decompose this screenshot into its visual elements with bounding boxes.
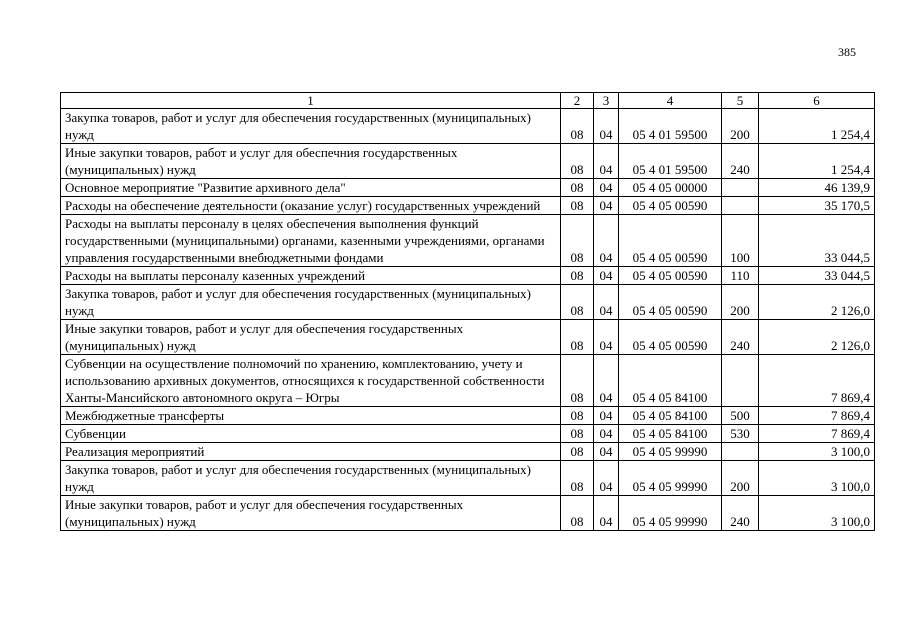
item-name-cell: Иные закупки товаров, работ и услуг для обеспечения государственных (муниципальных) нужд bbox=[61, 496, 561, 531]
item-name-cell: Субвенции bbox=[61, 425, 561, 443]
item-name-cell: Расходы на выплаты персоналу казенных учреждений bbox=[61, 267, 561, 285]
expense-type-cell bbox=[722, 443, 759, 461]
section-code-cell: 08 bbox=[561, 320, 594, 355]
item-name-cell: Расходы на выплаты персоналу в целях обеспечения выполнения функций государственными (муниципальными) органами, казенными учреждениями, органами управления государственными внебюджетными фондами bbox=[61, 215, 561, 267]
header-cell: 3 bbox=[594, 93, 619, 109]
subsection-code-cell: 04 bbox=[594, 144, 619, 179]
item-name-cell: Иные закупки товаров, работ и услуг для обеспечения государственных (муниципальных) нужд bbox=[61, 320, 561, 355]
table-row bbox=[61, 179, 875, 197]
table-row bbox=[61, 407, 875, 425]
item-name-cell: Закупка товаров, работ и услуг для обеспечения государственных (муниципальных) нужд bbox=[61, 109, 561, 144]
amount-cell: 3 100,0 bbox=[759, 461, 875, 496]
subsection-code-cell: 04 bbox=[594, 461, 619, 496]
amount-cell: 7 869,4 bbox=[759, 355, 875, 407]
subsection-code-cell: 04 bbox=[594, 355, 619, 407]
amount-cell: 3 100,0 bbox=[759, 443, 875, 461]
section-code-cell: 08 bbox=[561, 407, 594, 425]
header-cell: 1 bbox=[61, 93, 561, 109]
table-row bbox=[61, 425, 875, 443]
header-cell: 6 bbox=[759, 93, 875, 109]
expense-type-cell bbox=[722, 179, 759, 197]
subsection-code-cell: 04 bbox=[594, 443, 619, 461]
amount-cell: 2 126,0 bbox=[759, 285, 875, 320]
table-row bbox=[61, 215, 875, 267]
table-row bbox=[61, 197, 875, 215]
amount-cell: 46 139,9 bbox=[759, 179, 875, 197]
section-code-cell: 08 bbox=[561, 355, 594, 407]
table-row bbox=[61, 355, 875, 407]
expense-type-cell: 200 bbox=[722, 285, 759, 320]
expense-type-cell: 100 bbox=[722, 215, 759, 267]
section-code-cell: 08 bbox=[561, 425, 594, 443]
page-number: 385 bbox=[838, 45, 856, 59]
expense-type-cell: 110 bbox=[722, 267, 759, 285]
section-code-cell: 08 bbox=[561, 179, 594, 197]
amount-cell: 1 254,4 bbox=[759, 144, 875, 179]
target-article-cell: 05 4 05 00590 bbox=[619, 267, 722, 285]
item-name-cell: Иные закупки товаров, работ и услуг для обеспечния государственных (муниципальных) нужд bbox=[61, 144, 561, 179]
target-article-cell: 05 4 05 99990 bbox=[619, 443, 722, 461]
section-code-cell: 08 bbox=[561, 461, 594, 496]
amount-cell: 3 100,0 bbox=[759, 496, 875, 531]
section-code-cell: 08 bbox=[561, 109, 594, 144]
item-name-cell: Закупка товаров, работ и услуг для обеспечения государственных (муниципальных) нужд bbox=[61, 285, 561, 320]
amount-cell: 1 254,4 bbox=[759, 109, 875, 144]
subsection-code-cell: 04 bbox=[594, 407, 619, 425]
expense-type-cell: 500 bbox=[722, 407, 759, 425]
section-code-cell: 08 bbox=[561, 197, 594, 215]
subsection-code-cell: 04 bbox=[594, 267, 619, 285]
table-row bbox=[61, 320, 875, 355]
target-article-cell: 05 4 05 84100 bbox=[619, 425, 722, 443]
section-code-cell: 08 bbox=[561, 144, 594, 179]
target-article-cell: 05 4 05 00590 bbox=[619, 285, 722, 320]
amount-cell: 2 126,0 bbox=[759, 320, 875, 355]
amount-cell: 33 044,5 bbox=[759, 215, 875, 267]
table-row bbox=[61, 496, 875, 531]
subsection-code-cell: 04 bbox=[594, 285, 619, 320]
target-article-cell: 05 4 05 84100 bbox=[619, 407, 722, 425]
subsection-code-cell: 04 bbox=[594, 215, 619, 267]
item-name-cell: Реализация мероприятий bbox=[61, 443, 561, 461]
table-header-row bbox=[61, 93, 875, 109]
target-article-cell: 05 4 05 00000 bbox=[619, 179, 722, 197]
header-cell: 5 bbox=[722, 93, 759, 109]
header-cell: 4 bbox=[619, 93, 722, 109]
amount-cell: 33 044,5 bbox=[759, 267, 875, 285]
target-article-cell: 05 4 05 99990 bbox=[619, 461, 722, 496]
budget-table bbox=[60, 92, 875, 531]
table-row bbox=[61, 109, 875, 144]
target-article-cell: 05 4 01 59500 bbox=[619, 144, 722, 179]
amount-cell: 7 869,4 bbox=[759, 425, 875, 443]
subsection-code-cell: 04 bbox=[594, 109, 619, 144]
expense-type-cell: 200 bbox=[722, 109, 759, 144]
target-article-cell: 05 4 05 00590 bbox=[619, 215, 722, 267]
subsection-code-cell: 04 bbox=[594, 179, 619, 197]
expense-type-cell: 200 bbox=[722, 461, 759, 496]
target-article-cell: 05 4 05 00590 bbox=[619, 197, 722, 215]
item-name-cell: Субвенции на осуществление полномочий по хранению, комплектованию, учету и использованию архивных документов, относящихся к государственной собственности Ханты-Мансийского автономного округа – Югры bbox=[61, 355, 561, 407]
header-cell: 2 bbox=[561, 93, 594, 109]
subsection-code-cell: 04 bbox=[594, 197, 619, 215]
expense-type-cell bbox=[722, 355, 759, 407]
target-article-cell: 05 4 05 84100 bbox=[619, 355, 722, 407]
table-row bbox=[61, 461, 875, 496]
expense-type-cell bbox=[722, 197, 759, 215]
subsection-code-cell: 04 bbox=[594, 496, 619, 531]
subsection-code-cell: 04 bbox=[594, 425, 619, 443]
expense-type-cell: 240 bbox=[722, 144, 759, 179]
expense-type-cell: 240 bbox=[722, 320, 759, 355]
section-code-cell: 08 bbox=[561, 215, 594, 267]
item-name-cell: Основное мероприятие "Развитие архивного дела" bbox=[61, 179, 561, 197]
target-article-cell: 05 4 05 99990 bbox=[619, 496, 722, 531]
item-name-cell: Межбюджетные трансферты bbox=[61, 407, 561, 425]
table-row bbox=[61, 144, 875, 179]
expense-type-cell: 240 bbox=[722, 496, 759, 531]
amount-cell: 35 170,5 bbox=[759, 197, 875, 215]
section-code-cell: 08 bbox=[561, 285, 594, 320]
target-article-cell: 05 4 01 59500 bbox=[619, 109, 722, 144]
section-code-cell: 08 bbox=[561, 496, 594, 531]
subsection-code-cell: 04 bbox=[594, 320, 619, 355]
item-name-cell: Закупка товаров, работ и услуг для обеспечения государственных (муниципальных) нужд bbox=[61, 461, 561, 496]
table-row bbox=[61, 267, 875, 285]
expense-type-cell: 530 bbox=[722, 425, 759, 443]
table-row bbox=[61, 285, 875, 320]
table-row bbox=[61, 443, 875, 461]
item-name-cell: Расходы на обеспечение деятельности (оказание услуг) государственных учреждений bbox=[61, 197, 561, 215]
section-code-cell: 08 bbox=[561, 443, 594, 461]
target-article-cell: 05 4 05 00590 bbox=[619, 320, 722, 355]
amount-cell: 7 869,4 bbox=[759, 407, 875, 425]
section-code-cell: 08 bbox=[561, 267, 594, 285]
